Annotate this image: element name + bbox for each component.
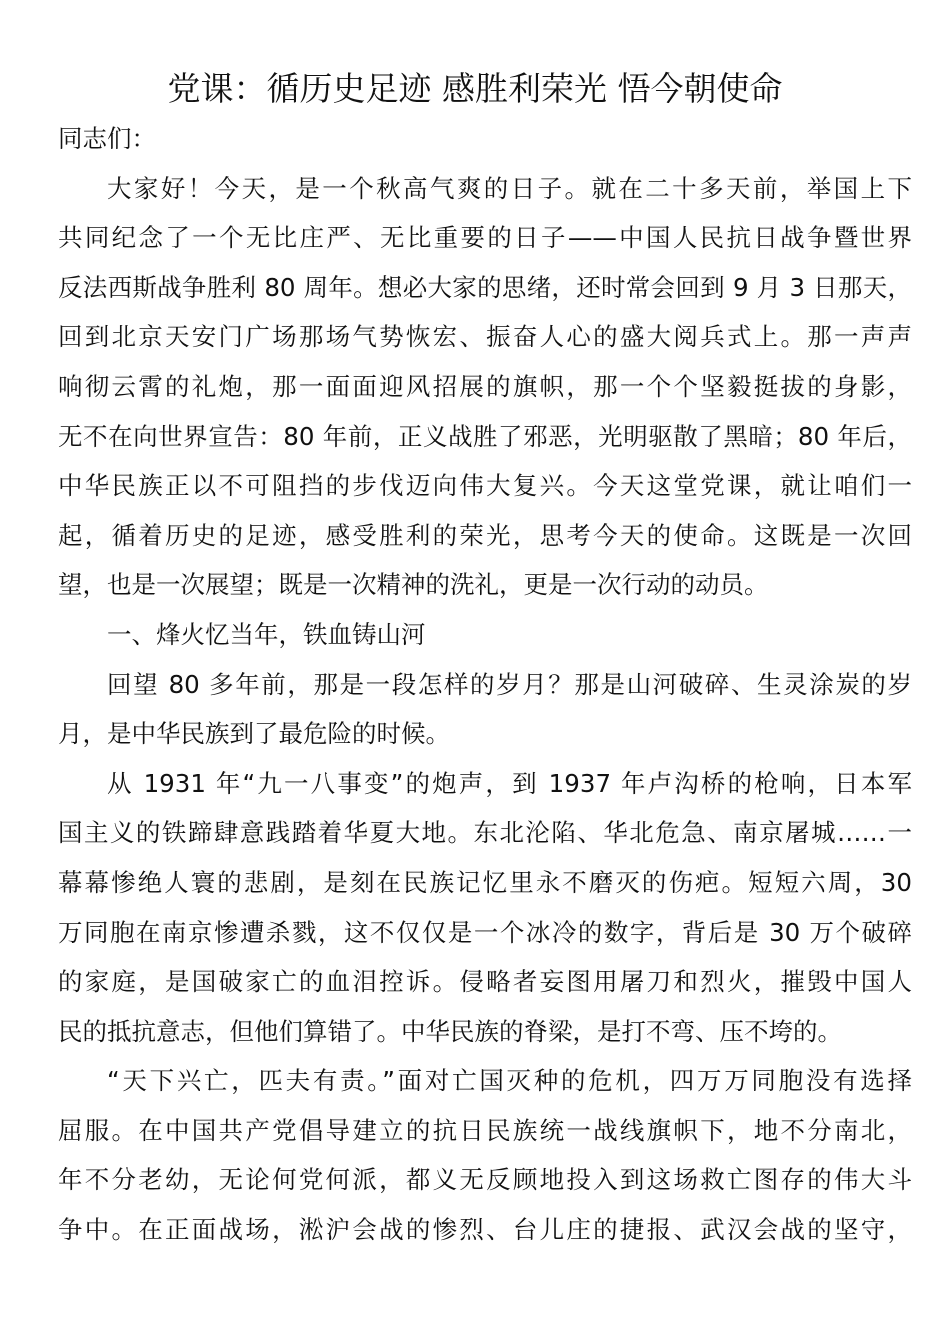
text-line: 国主义的铁蹄肆意践踏着华夏大地。东北沦陷、华北危急、南京屠城……一 — [58, 818, 912, 848]
text-line: 争中。在正面战场，淞沪会战的惨烈、台儿庄的捷报、武汉会战的坚守， — [58, 1215, 912, 1245]
document-title: 党课：循历史足迹 感胜利荣光 悟今朝使命 — [167, 69, 783, 108]
text-line: 幕幕惨绝人寰的悲剧，是刻在民族记忆里永不磨灭的伤疤。短短六周，30 — [58, 867, 912, 897]
text-line: 屈服。在中国共产党倡导建立的抗日民族统一战线旗帜下，地不分南北， — [58, 1115, 912, 1145]
text-line: “天下兴亡，匹夫有责。”面对亡国灭种的危机，四万万同胞没有选择 — [107, 1066, 912, 1096]
text-line: 反法西斯战争胜利 80 周年。想必大家的思绪，还时常会回到 9 月 3 日那天， — [58, 272, 912, 302]
text-line: 的家庭，是国破家亡的血泪控诉。侵略者妄图用屠刀和烈火，摧毁中国人 — [58, 967, 912, 997]
text-line: 大家好！今天，是一个秋高气爽的日子。就在二十多天前，举国上下 — [107, 173, 912, 203]
text-line: 共同纪念了一个无比庄严、无比重要的日子——中国人民抗日战争暨世界 — [58, 223, 912, 253]
text-line: 回望 80 多年前，那是一段怎样的岁月？那是山河破碎、生灵涂炭的岁 — [107, 669, 912, 699]
text-line: 望，也是一次展望；既是一次精神的洗礼，更是一次行动的动员。 — [58, 570, 769, 600]
text-line: 民的抵抗意志，但他们算错了。中华民族的脊梁，是打不弯、压不垮的。 — [58, 1016, 842, 1046]
text-line: 一、烽火忆当年，铁血铸山河 — [107, 619, 426, 649]
text-line: 年不分老幼，无论何党何派，都义无反顾地投入到这场救亡图存的伟大斗 — [58, 1165, 912, 1195]
text-line: 月，是中华民族到了最危险的时候。 — [58, 719, 450, 749]
text-line: 万同胞在南京惨遭杀戮，这不仅仅是一个冰冷的数字，背后是 30 万个破碎 — [58, 917, 912, 947]
text-line: 起，循着历史的足迹，感受胜利的荣光，思考今天的使命。这既是一次回 — [58, 520, 912, 550]
text-line: 无不在向世界宣告：80 年前，正义战胜了邪恶，光明驱散了黑暗；80 年后， — [58, 421, 912, 451]
document-body — [58, 114, 912, 1255]
text-line: 同志们： — [58, 124, 156, 153]
text-line: 从 1931 年“九一八事变”的炮声，到 1937 年卢沟桥的枪响，日本军 — [107, 768, 912, 798]
text-line: 中华民族正以不可阻挡的步伐迈向伟大复兴。今天这堂党课，就让咱们一 — [58, 471, 912, 501]
text-line: 回到北京天安门广场那场气势恢宏、振奋人心的盛大阅兵式上。那一声声 — [58, 322, 912, 352]
text-line: 响彻云霄的礼炮，那一面面迎风招展的旗帜，那一个个坚毅挺拔的身影， — [58, 371, 912, 401]
